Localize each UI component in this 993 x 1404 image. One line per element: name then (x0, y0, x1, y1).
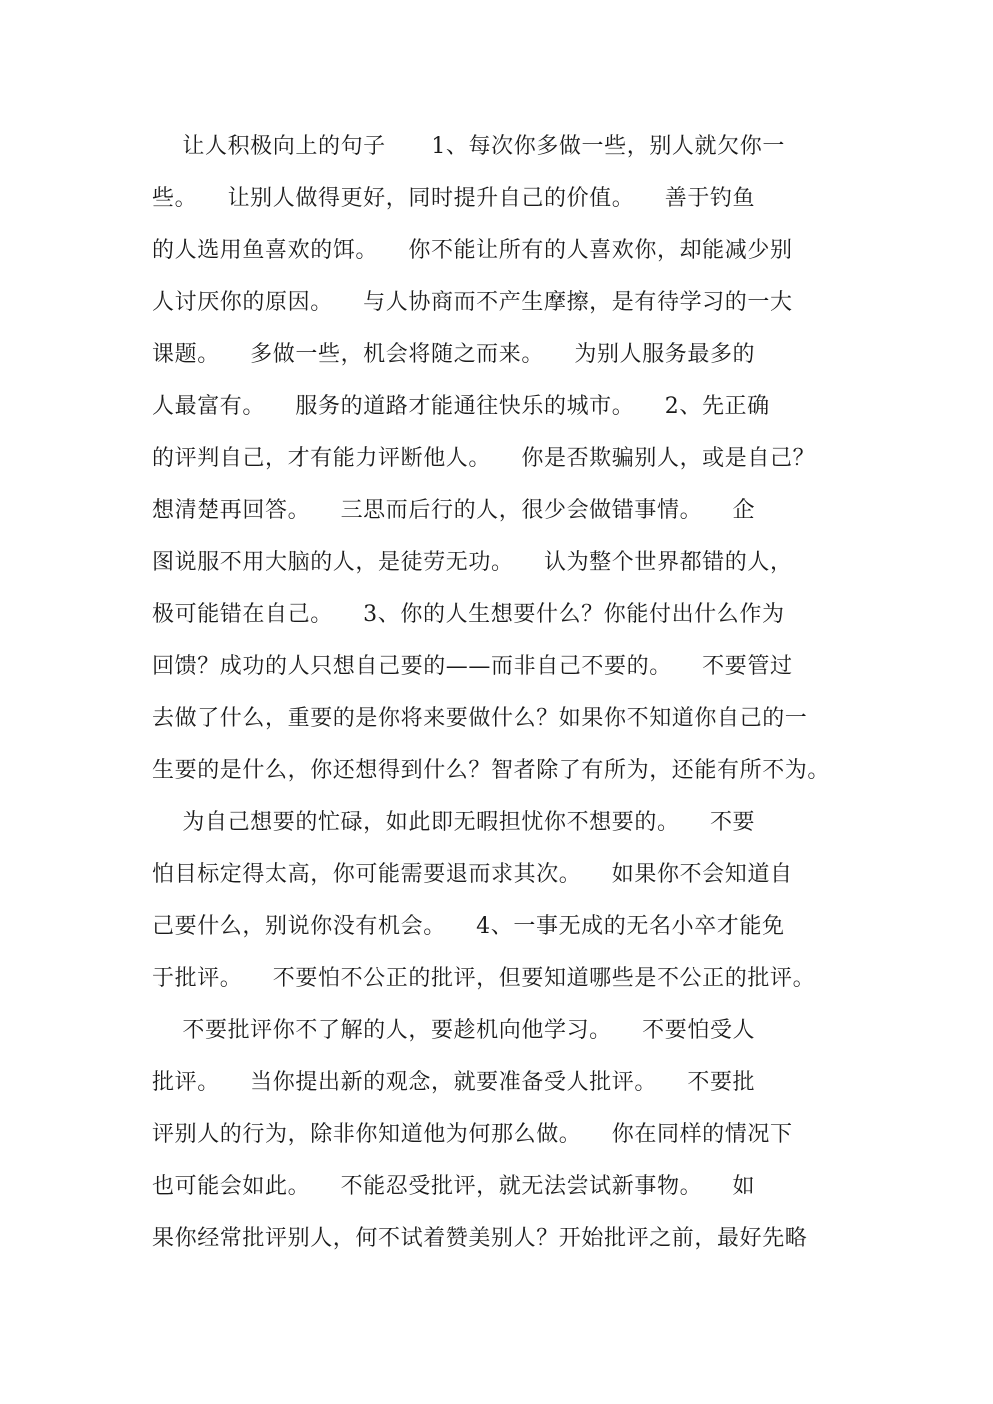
text-line: 极可能错在自己。 3、你的人生想要什么？你能付出什么作为 (152, 602, 785, 627)
text-line: 为自己想要的忙碌，如此即无暇担忧你不想要的。 不要 (152, 810, 756, 835)
text-line: 己要什么，别说你没有机会。 4、一事无成的无名小卒才能免 (152, 914, 785, 939)
text-line: 人讨厌你的原因。 与人协商而不产生摩擦，是有待学习的一大 (152, 290, 793, 315)
text-line: 于批评。 不要怕不公正的批评，但要知道哪些是不公正的批评。 (152, 966, 816, 991)
text-line: 的评判自己，才有能力评断他人。 你是否欺骗别人，或是自己？ (152, 446, 816, 471)
text-line: 不要批评你不了解的人，要趁机向他学习。 不要怕受人 (152, 1018, 756, 1043)
text-line: 些。 让别人做得更好，同时提升自己的价值。 善于钓鱼 (152, 186, 756, 211)
text-line: 评别人的行为，除非你知道他为何那么做。 你在同样的情况下 (152, 1122, 793, 1147)
text-line: 批评。 当你提出新的观念，就要准备受人批评。 不要批 (152, 1070, 756, 1095)
text-line: 图说服不用大脑的人，是徒劳无功。 认为整个世界都错的人， (152, 550, 793, 575)
text-line: 回馈？成功的人只想自己要的——而非自己不要的。 不要管过 (152, 654, 793, 679)
text-line: 也可能会如此。 不能忍受批评，就无法尝试新事物。 如 (152, 1174, 756, 1199)
text-line: 人最富有。 服务的道路才能通往快乐的城市。 2、先正确 (152, 394, 770, 419)
text-line: 课题。 多做一些，机会将随之而来。 为别人服务最多的 (152, 342, 756, 367)
text-line: 果你经常批评别人，何不试着赞美别人？开始批评之前，最好先略 (152, 1226, 808, 1251)
text-line: 让人积极向上的句子 1、每次你多做一些，别人就欠你一 (152, 134, 785, 159)
text-line: 怕目标定得太高，你可能需要退而求其次。 如果你不会知道自 (152, 862, 793, 887)
text-line: 想清楚再回答。 三思而后行的人，很少会做错事情。 企 (152, 498, 756, 523)
text-line: 生要的是什么，你还想得到什么？智者除了有所为，还能有所不为。 (152, 758, 831, 783)
text-line: 的人选用鱼喜欢的饵。 你不能让所有的人喜欢你，却能减少别 (152, 238, 793, 263)
text-line: 去做了什么，重要的是你将来要做什么？如果你不知道你自己的一 (152, 706, 808, 731)
